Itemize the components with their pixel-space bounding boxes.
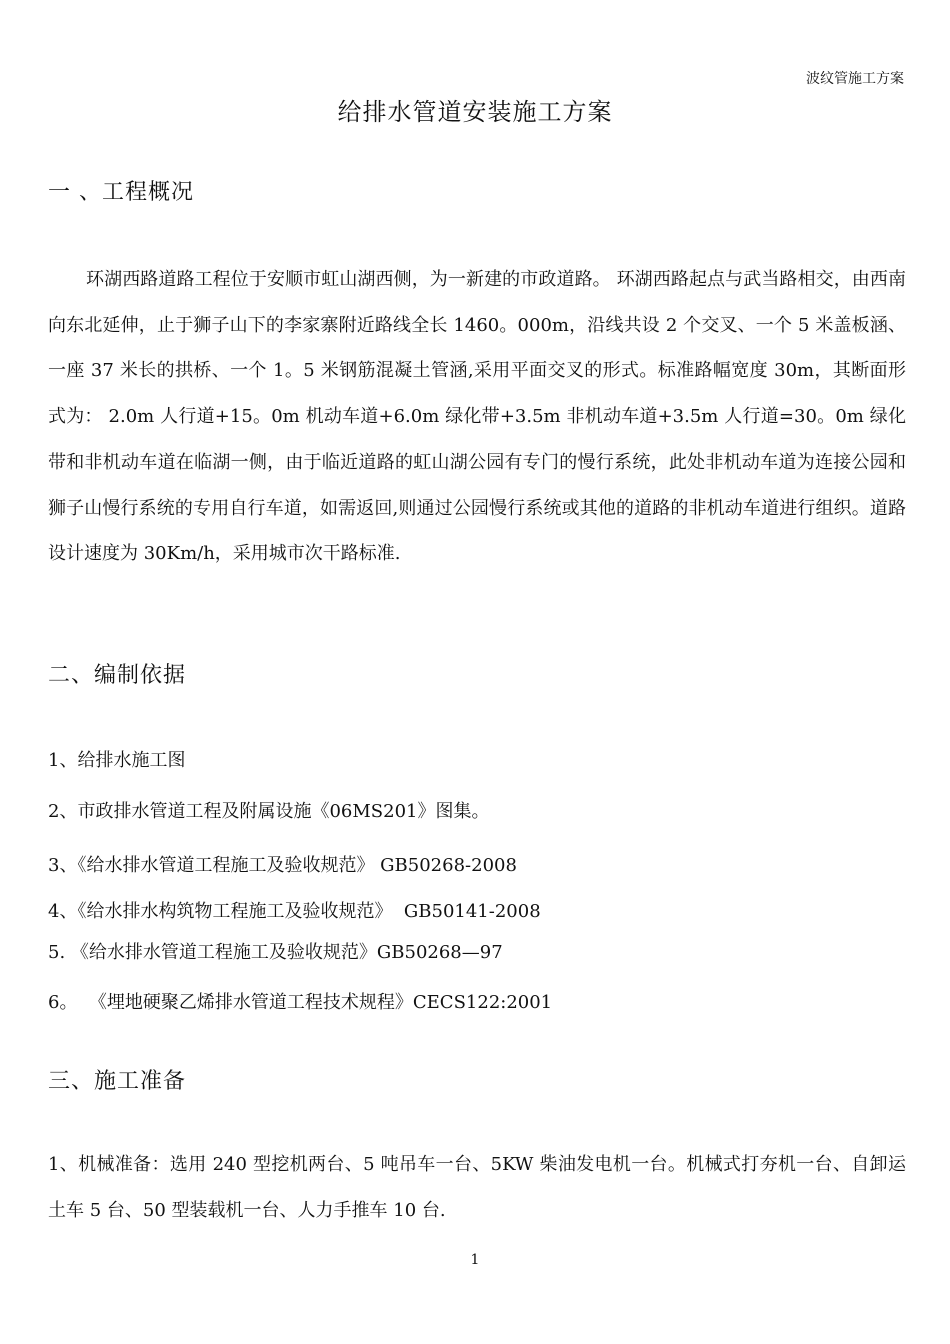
page-number: 1 xyxy=(470,1252,480,1268)
basis-item: 3、《给水排水管道工程施工及验收规范》 GB50268-2008 xyxy=(48,855,517,876)
basis-item: 1、给排水施工图 xyxy=(48,750,186,771)
basis-item: 5. 《给水排水管道工程施工及验收规范》GB50268—97 xyxy=(48,942,503,963)
overview-paragraph: 环湖西路道路工程位于安顺市虹山湖西侧，为一新建的市政道路。 环湖西路起点与武当路相交，由西南向东北延伸，止于狮子山下的李家寨附近路线全长 1460。000m，沿线共设 2 个交叉、一个 5 米盖板涵、一座 37 米长的拱桥、一个 1。5 米钢筋混凝土管涵,采用平面交叉的形式。标准路幅宽度 30m，其断面形式为： 2.0m 人行道+15。0m 机动车道+6.0m 绿化带+3.5m 非机动车道+3.5m 人行道=30。0m 绿化带和非机动车道在临湖一侧，由于临近道路的虹山湖公园有专门的慢行系统，此处非机动车道为连接公园和狮子山慢行系统的专用自行车道，如需返回,则通过公园慢行系统或其他的道路的非机动车道进行组织。道路设计速度为 30Km/h，采用城市次干路标准. xyxy=(48,269,906,565)
section-heading-basis: 二、编制依据 xyxy=(48,663,187,688)
section-heading-preparation: 三、施工准备 xyxy=(48,1069,187,1094)
header-note: 波纹管施工方案 xyxy=(806,71,904,87)
basis-item: 2、市政排水管道工程及附属设施《06MS201》图集。 xyxy=(48,801,490,822)
document-title: 给排水管道安装施工方案 xyxy=(337,98,613,126)
preparation-paragraph: 1、机械准备：选用 240 型挖机两台、5 吨吊车一台、5KW 柴油发电机一台。机械式打夯机一台、自卸运土车 5 台、50 型装载机一台、人力手推车 10 台. xyxy=(48,1154,906,1221)
section-heading-overview: 一 、工程概况 xyxy=(48,180,194,205)
basis-item: 4、《给水排水构筑物工程施工及验收规范》 GB50141-2008 xyxy=(48,901,541,922)
basis-item: 6。 《埋地硬聚乙烯排水管道工程技术规程》CECS122:2001 xyxy=(48,992,553,1013)
